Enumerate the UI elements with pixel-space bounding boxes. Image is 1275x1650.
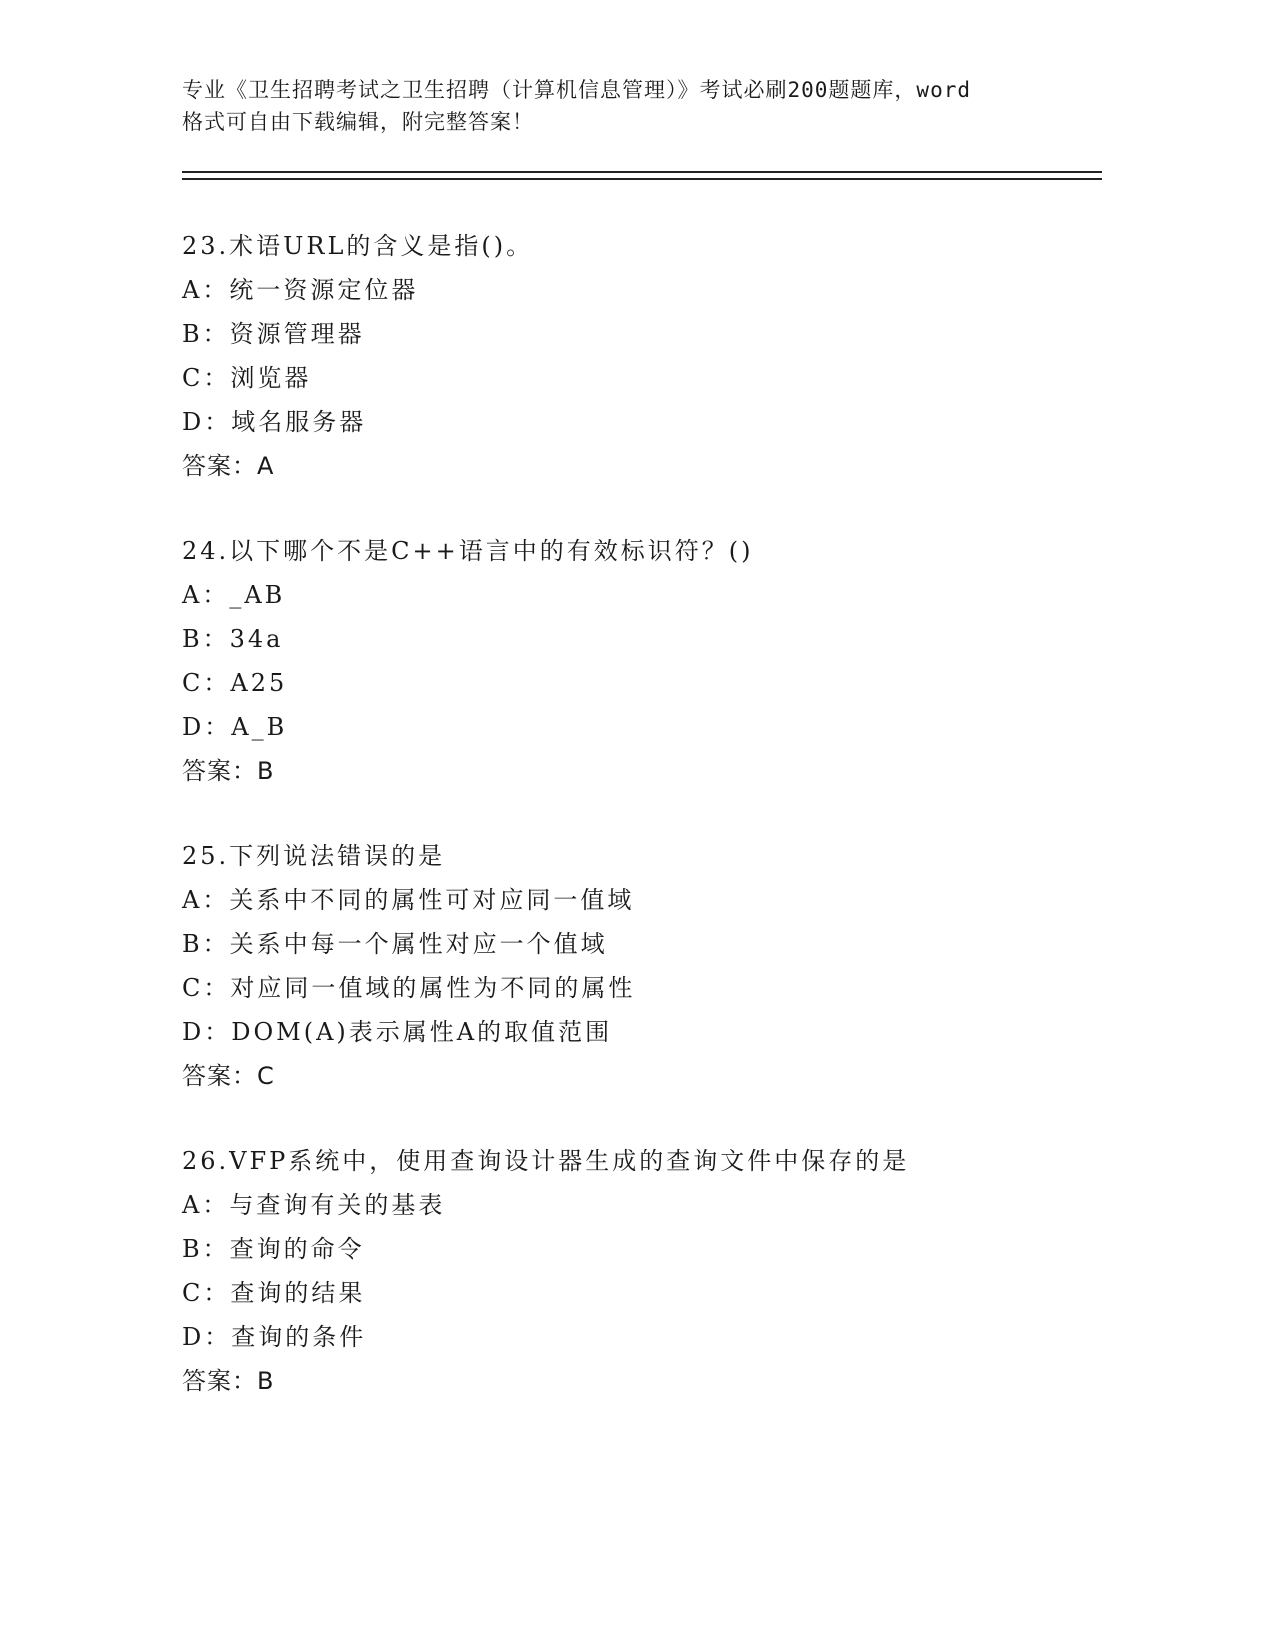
- document-header: [182, 74, 1082, 138]
- header-divider-bottom: [182, 178, 1102, 180]
- option-d: D：查询的条件: [182, 1323, 367, 1351]
- option-a: A：_AB: [182, 581, 286, 609]
- option-d: D：DOM(A)表示属性A的取值范围: [182, 1018, 613, 1046]
- question-block: [182, 1139, 1102, 1403]
- option-c: C：浏览器: [182, 364, 312, 392]
- question-title: 25.下列说法错误的是: [182, 842, 446, 870]
- option-c: C：查询的结果: [182, 1279, 366, 1307]
- header-divider-top: [182, 171, 1102, 173]
- option-a: A：关系中不同的属性可对应同一值域: [182, 886, 635, 914]
- header-line-1: 专业《卫生招聘考试之卫生招聘（计算机信息管理）》考试必刷200题题库，word: [182, 78, 971, 102]
- question-title: 23.术语URL的含义是指()。: [182, 232, 534, 260]
- question-block: [182, 834, 1102, 1098]
- answer-line: 答案：A: [182, 452, 275, 480]
- option-b: B：查询的命令: [182, 1235, 365, 1263]
- option-b: B：资源管理器: [182, 320, 365, 348]
- answer-line: 答案：B: [182, 757, 275, 785]
- answer-line: 答案：C: [182, 1062, 275, 1090]
- question-title: 24.以下哪个不是C++语言中的有效标识符？(): [182, 537, 754, 565]
- option-c: C：A25: [182, 669, 288, 697]
- option-a: A：与查询有关的基表: [182, 1191, 446, 1219]
- option-a: A：统一资源定位器: [182, 276, 419, 304]
- question-block: [182, 224, 1102, 488]
- question-block: [182, 529, 1102, 793]
- option-d: D：域名服务器: [182, 408, 367, 436]
- option-b: B：关系中每一个属性对应一个值域: [182, 930, 608, 958]
- option-c: C：对应同一值域的属性为不同的属性: [182, 974, 636, 1002]
- question-title: 26.VFP系统中，使用查询设计器生成的查询文件中保存的是: [182, 1147, 910, 1175]
- header-line-2: 格式可自由下载编辑，附完整答案！: [182, 110, 534, 134]
- option-b: B：34a: [182, 625, 284, 653]
- option-d: D：A_B: [182, 713, 288, 741]
- answer-line: 答案：B: [182, 1367, 275, 1395]
